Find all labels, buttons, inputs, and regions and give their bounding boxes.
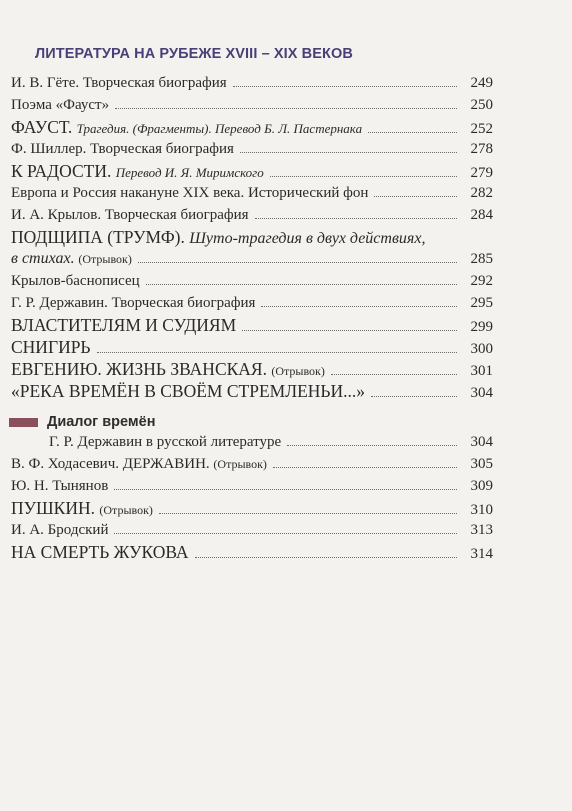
entry-title: НА СМЕРТЬ ЖУКОВА [11, 542, 189, 562]
entry-subtitle-cont: в стихах. [11, 250, 75, 267]
entry-title-group [11, 160, 264, 184]
entry-title: И. В. Гёте. Творческая биография [11, 75, 227, 91]
dot-leader [159, 513, 457, 514]
toc-entry[interactable] [11, 72, 493, 94]
entry-title: «РЕКА ВРЕМЁН В СВОЁМ СТРЕМЛЕНЬИ...» [11, 381, 365, 401]
entry-title: К РАДОСТИ. [11, 161, 112, 181]
page-number: 301 [470, 363, 493, 379]
page-number: 285 [470, 251, 493, 267]
entry-note: (Отрывок) [271, 364, 325, 378]
page-number: 292 [470, 273, 493, 289]
dot-leader [374, 196, 457, 197]
page-number: 300 [470, 341, 493, 357]
toc-entry[interactable] [11, 497, 493, 519]
toc-entry[interactable] [11, 432, 493, 453]
toc-entry[interactable] [11, 226, 493, 270]
page-number: 295 [470, 295, 493, 311]
entry-title: Ю. Н. Тынянов [11, 478, 109, 494]
dot-leader [270, 176, 457, 177]
entry-title: И. А. Крылов. Творческая биография [11, 207, 249, 223]
dialog-section-heading [11, 412, 493, 432]
entry-title: И. А. Бродский [11, 522, 109, 538]
entry-note: (Отрывок) [99, 503, 153, 517]
entry-subtitle: Трагедия. (Фрагменты). Перевод Б. Л. Пастернака [76, 121, 363, 136]
dot-leader [371, 396, 457, 397]
entry-title: В. Ф. Ходасевич. ДЕРЖАВИН. [11, 456, 210, 472]
page-number: 304 [470, 385, 493, 401]
dot-leader [233, 86, 457, 87]
entry-title-group [11, 358, 325, 382]
entry-title: Крылов-баснописец [11, 273, 140, 289]
dot-leader [287, 445, 457, 446]
entry-title-group [11, 453, 267, 475]
section-marker-bar [9, 418, 38, 427]
page-number: 314 [470, 546, 493, 562]
entry-title-group [11, 497, 153, 521]
toc-entry[interactable] [11, 475, 493, 497]
entry-title: ФАУСТ. [11, 117, 73, 137]
entry-title: СНИГИРЬ [11, 337, 91, 357]
toc-entry[interactable] [11, 94, 493, 116]
dot-leader [115, 108, 457, 109]
dot-leader [368, 132, 457, 133]
page-number: 299 [470, 319, 493, 335]
dot-leader [114, 533, 457, 534]
page-number: 313 [470, 522, 493, 538]
entry-title-line [11, 226, 493, 248]
page-number: 309 [470, 478, 493, 494]
toc-entry[interactable] [11, 270, 493, 292]
toc-entry[interactable] [11, 292, 493, 314]
entry-title: ПОДЩИПА (ТРУМФ). [11, 227, 185, 247]
entry-title-group [11, 248, 132, 270]
toc-entry[interactable] [11, 336, 493, 358]
dot-leader [273, 467, 457, 468]
entry-title: Ф. Шиллер. Творческая биография [11, 141, 234, 157]
section-title: ЛИТЕРАТУРА НА РУБЕЖЕ XVIII – XIX ВЕКОВ [35, 46, 353, 62]
page-number: 284 [470, 207, 493, 223]
toc-entry[interactable] [11, 358, 493, 380]
page-number: 252 [470, 121, 493, 137]
entry-title: ВЛАСТИТЕЛЯМ И СУДИЯМ [11, 315, 237, 335]
dot-leader [255, 218, 457, 219]
entry-title: Европа и Россия накануне XIX века. Исторический фон [11, 185, 369, 201]
toc-entry[interactable] [11, 519, 493, 541]
toc-entry[interactable] [11, 204, 493, 226]
page-number: 250 [470, 97, 493, 113]
dot-leader [240, 152, 457, 153]
toc-entry[interactable] [11, 380, 493, 402]
entry-subtitle: Шуто-трагедия в двух действиях, [189, 230, 426, 247]
page-number: 249 [470, 75, 493, 91]
page-number: 305 [470, 456, 493, 472]
toc-entry[interactable] [11, 160, 493, 182]
page-number: 278 [470, 141, 493, 157]
toc-entry[interactable] [11, 116, 493, 138]
entry-title: Поэма «Фауст» [11, 97, 110, 113]
entry-note: (Отрывок) [78, 252, 132, 266]
dot-leader [97, 352, 458, 353]
dot-leader [331, 374, 457, 375]
toc-entry[interactable] [11, 138, 493, 160]
page-number: 310 [470, 502, 493, 518]
entry-subtitle: Перевод И. Я. Миримского [115, 165, 264, 180]
entry-title: ПУШКИН. [11, 498, 96, 518]
entry-title: Г. Р. Державин в русской литературе [49, 434, 282, 450]
table-of-contents [11, 72, 493, 563]
dot-leader [261, 306, 457, 307]
dot-leader [138, 262, 457, 263]
toc-entry[interactable] [11, 182, 493, 204]
entry-title-line [11, 248, 493, 270]
entry-title: Г. Р. Державин. Творческая биография [11, 295, 256, 311]
dot-leader [146, 284, 457, 285]
page-number: 304 [470, 434, 493, 450]
dot-leader [242, 330, 457, 331]
dot-leader [195, 557, 457, 558]
entry-note: (Отрывок) [213, 457, 267, 471]
toc-entry[interactable] [11, 453, 493, 475]
page-number: 279 [470, 165, 493, 181]
entry-title-group [11, 116, 362, 140]
toc-entry[interactable] [11, 314, 493, 336]
dot-leader [114, 489, 457, 490]
toc-entry[interactable] [11, 541, 493, 563]
dialog-title: Диалог времён [47, 414, 156, 430]
spacer [11, 402, 493, 412]
page-number: 282 [470, 185, 493, 201]
entry-title: ЕВГЕНИЮ. ЖИЗНЬ ЗВАНСКАЯ. [11, 359, 267, 379]
